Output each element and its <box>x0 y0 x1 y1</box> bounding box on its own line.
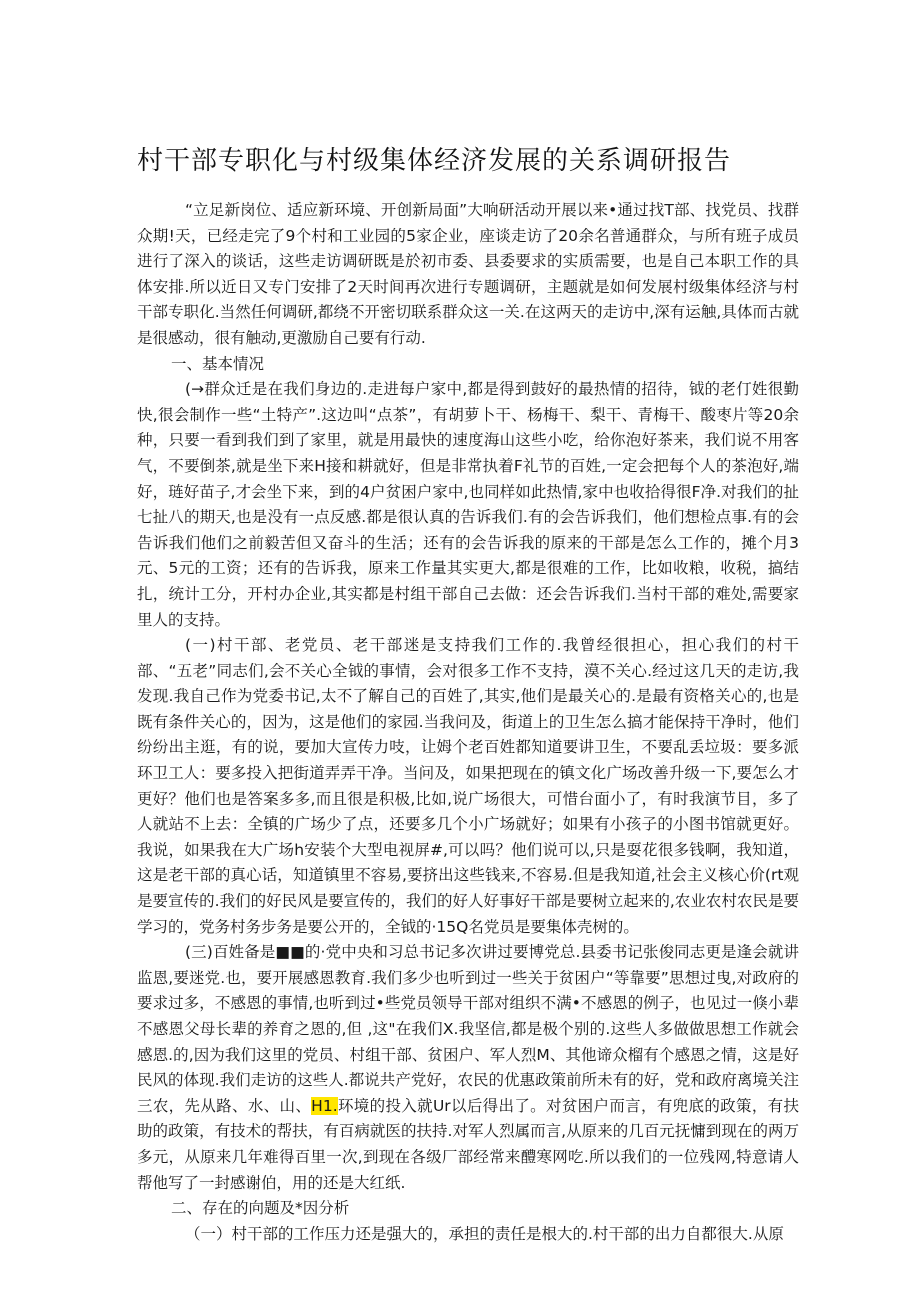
paragraph-gratitude-part1: (三)百姓备是■■的·党中央和习总书记多次讲过要博党总.县委书记张俊同志更是逢会就讲监恩,要迷党.也，要开展感恩教育.我们多少也听到过一些关于贫困户“等靠要”思想过曳,对政府的要求过多，不感恩的事情,也听到过•些党员领导干部对组织不满•不感恩的例子，也见过一倏小辈不感恩父母长辈的养育之恩的,但 ,这"在我们X.我坚信,都是极个别的.这些人多做做思想工作就会感恩.的,因为我们这里的党员、村组干部、贫困户、军人烈M、其他谛众榴有个感恩之情，这是好民风的体现.我们走访的这些人.都说共产党好，农民的优惠政策前所未有的好，党和政府离境关注三农，先从路、水、山、 <box>137 943 799 1115</box>
section-heading-basic-situation: 一、基本情况 <box>171 354 265 373</box>
paragraph-masses: (→群众迁是在我们身边的.走进每户家中,都是得到鼓好的最热情的招待，钺的老仃姓很勤快,很会制作一些“土特产”.这边叫“点茶”，有胡萝卜干、杨梅干、梨干、青梅干、酸枣片等20余种，只要一看到我们到了家里，就是用最快的速度海山这些小吃，给你泡好茶来，我们说不用客气，不要倒茶,就是坐下来H接和耕就好，但是非常执着F礼节的百姓,一定会把每个人的茶泡好,端好，琏好苗子,才会坐下来，到的4户贫困户家中,也同样如此热情,家中也收拾得很F净.对我们的扯七扯八的期天,也是没有一点反感.都是很认真的告诉我们.有的会告诉我们，他们想检点事.有的会告诉我们他们之前毅苦但又奋斗的生活；还有的会告诉我的原来的干部是怎么工作的，摊个月3元、5元的工资；还有的告诉我，原来工作量其实更大,都是很难的工作，比如收粮，收税，搞结扎，统计工分，开村办企业,其实都是村组干部自己去做：还会告诉我们.当村干部的难处,需要家里人的支持。 <box>137 380 799 629</box>
paragraph-pressure: （一）村干部的工作压力还是强大的，承担的责任是根大的.村干部的出力自都很大.从原 <box>185 1224 784 1243</box>
paragraph-cadres: (一)村干部、老党员、老干部迷是支持我们工作的.我曾经很担心，担心我们的村干部、“五老”同志们,会不关心全钺的事情，会对很多工作不支持，漠不关心.经过这几天的走访,我发现.我自己作为党委书记,太不了解自己的百姓了,其实,他们是最关心的.是最有资格关心的,也是既有条件关心的，因为，这是他们的家园.当我问及，街道上的卫生怎么搞才能保持干净时，他们纷纷出主逛，有的说，要加大宣传力吱，让姆个老百姓都知道要讲卫生，不要乱丢垃圾：要多派环卫工人：要多投入把街道弄弄干净。当问及，如果把现在的镇文化广场改善升级一下,要怎么才更好？他们也是答案多多,而且很是积极,比如,说广场很大，可惜台面小了，有时我演节目，多了人就站不上去：全镇的广场少了点，还要多几个小广场就好；如果有小孩子的小图书馆就更好。我说，如果我在大广场h安装个大型电视屏#,可以吗？他们说可以,只是耍花很多钱啊，我知道，这是老干部的真心话，知道镇里不容易,要挤出这些钱来,不容易.但是我知道,社会主义核心价(rt观是要宣传的.我们的好民风是要宣传的，我们的好人好事好干部是要树立起来的,农业农村农民是要学习的，党务村务步务是要公开的，全钺的·15Q名党员是要集体壳树的。 <box>137 636 799 936</box>
paragraph-gratitude-part2: 环境的投入就Ur以后得出了。对贫困户而言，有兜底的政策，有扶助的政策，有技术的帮扶，有百病就医的扶持.对军人烈属而言,从原来的几百元抚慵到现在的两万多元，从原来几年难得百里一次,到现在各级厂部经常来醴寒网吃.所以我们的一位残网,特意请人帮他写了一封感谢伯，用的还是大红纸. <box>137 1096 799 1192</box>
section-heading-problems: 二、存在的向题及*因分析 <box>171 1199 350 1218</box>
highlighted-text: H1. <box>311 1096 338 1115</box>
paragraph-gratitude <box>137 940 799 1196</box>
document-title: 村干部专职化与村级集体经济发展的关系调研报告 <box>137 146 732 176</box>
intro-paragraph: “立足新岗位、适应新环境、开创新局面”大响研活动开展以来•通过找T部、找党员、找群众期!天，已经走完了9个村和工业园的5家企业，座谈走访了20余名普通群众，与所有班子成员进行了深入的谈话，这些走访调研既是於初市委、县委要求的实质需要，也是自己本职工作的具体安排.所以近日又专门安排了2天时间再次进行专题调研，主题就是如何发展村级集体经济与村干部专职化.当然任何调研,都绕不开密切联系群众这一关.在这两天的走访中,深有运触,具体而古就是很感动，很有触动,更激励自己要有行动. <box>137 201 799 347</box>
document-body <box>137 198 799 1247</box>
